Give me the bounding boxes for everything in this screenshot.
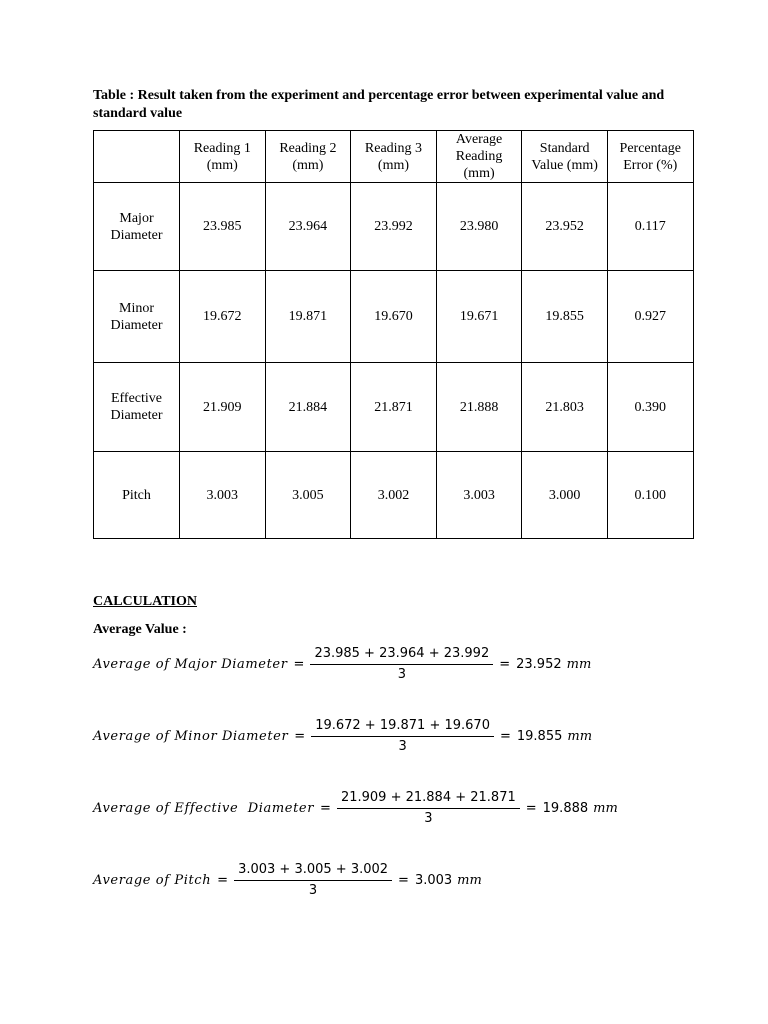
table-row-major-diameter [94, 183, 694, 271]
equals-sign: = [499, 656, 511, 672]
fraction-numerator: 19.672 + 19.871 + 19.670 [311, 718, 494, 737]
table-cell: 3.000 [522, 452, 608, 539]
fraction-denominator: 3 [397, 667, 406, 682]
equation-lhs: Average of Effective Diameter [93, 800, 315, 816]
table-cell: 19.671 [436, 271, 522, 363]
equation-effective-diameter [93, 790, 618, 826]
table-cell: 21.884 [265, 363, 351, 452]
row-label: Minor Diameter [94, 271, 180, 363]
equation-result: 23.952 [516, 656, 562, 672]
equation-lhs: Average of Pitch [93, 872, 212, 888]
table-cell: 3.003 [180, 452, 266, 539]
results-table [93, 130, 694, 539]
fraction-numerator: 3.003 + 3.005 + 3.002 [234, 862, 392, 881]
equation-unit: mm [566, 656, 592, 672]
table-cell: 0.100 [607, 452, 693, 539]
header-cell-percentage-error: Percentage Error (%) [607, 131, 693, 183]
equation-minor-diameter [93, 718, 592, 754]
table-cell: 23.952 [522, 183, 608, 271]
equals-sign: = [499, 728, 511, 744]
fraction-numerator: 21.909 + 21.884 + 21.871 [337, 790, 520, 809]
table-cell: 23.964 [265, 183, 351, 271]
table-cell: 23.985 [180, 183, 266, 271]
table-cell: 21.909 [180, 363, 266, 452]
fraction-numerator: 23.985 + 23.964 + 23.992 [310, 646, 493, 665]
equation-result: 19.855 [516, 728, 563, 744]
row-label: Pitch [94, 452, 180, 539]
table-row-effective-diameter [94, 363, 694, 452]
table-cell: 19.672 [180, 271, 266, 363]
calculation-heading: CALCULATION [93, 594, 197, 609]
equation-major-diameter [93, 646, 591, 682]
table-row-minor-diameter [94, 271, 694, 363]
header-cell-standard-value: Standard Value (mm) [522, 131, 608, 183]
equals-sign: = [217, 872, 229, 888]
table-cell: 23.980 [436, 183, 522, 271]
table-cell: 21.871 [351, 363, 437, 452]
table-cell: 3.003 [436, 452, 522, 539]
table-cell: 0.927 [607, 271, 693, 363]
table-cell: 23.992 [351, 183, 437, 271]
header-cell-reading-2: Reading 2 (mm) [265, 131, 351, 183]
row-label: Major Diameter [94, 183, 180, 271]
equation-unit: mm [457, 872, 482, 888]
table-row-pitch [94, 452, 694, 539]
header-cell-reading-3: Reading 3 (mm) [351, 131, 437, 183]
table-cell: 19.670 [351, 271, 437, 363]
table-cell: 21.888 [436, 363, 522, 452]
fraction [311, 718, 494, 754]
equals-sign: = [293, 656, 305, 672]
table-cell: 0.117 [607, 183, 693, 271]
equals-sign: = [294, 728, 306, 744]
table-cell: 3.005 [265, 452, 351, 539]
header-cell-empty [94, 131, 180, 183]
equation-lhs: Average of Major Diameter [93, 656, 288, 672]
equation-pitch [93, 862, 482, 898]
header-cell-reading-1: Reading 1 (mm) [180, 131, 266, 183]
table-header-row [94, 131, 694, 183]
fraction-denominator: 3 [308, 883, 318, 898]
equation-unit: mm [593, 800, 618, 816]
table-cell: 3.002 [351, 452, 437, 539]
equation-lhs: Average of Minor Diameter [93, 728, 289, 744]
table-caption: Table : Result taken from the experiment and percentage error between experimental value and standard value [93, 88, 665, 121]
equation-result: 19.888 [542, 800, 589, 816]
equals-sign: = [398, 872, 409, 888]
equation-unit: mm [567, 728, 593, 744]
equals-sign: = [320, 800, 331, 816]
table-cell: 21.803 [522, 363, 608, 452]
average-value-heading: Average Value : [93, 622, 187, 637]
fraction-denominator: 3 [424, 811, 433, 826]
equation-result: 3.003 [414, 872, 453, 888]
table-cell: 19.871 [265, 271, 351, 363]
table-cell: 0.390 [607, 363, 693, 452]
header-cell-average-reading: Average Reading (mm) [436, 131, 522, 183]
row-label: Effective Diameter [94, 363, 180, 452]
equals-sign: = [525, 800, 537, 816]
fraction [234, 862, 392, 898]
fraction-denominator: 3 [398, 739, 407, 754]
fraction [337, 790, 520, 826]
table-cell: 19.855 [522, 271, 608, 363]
fraction [310, 646, 493, 682]
